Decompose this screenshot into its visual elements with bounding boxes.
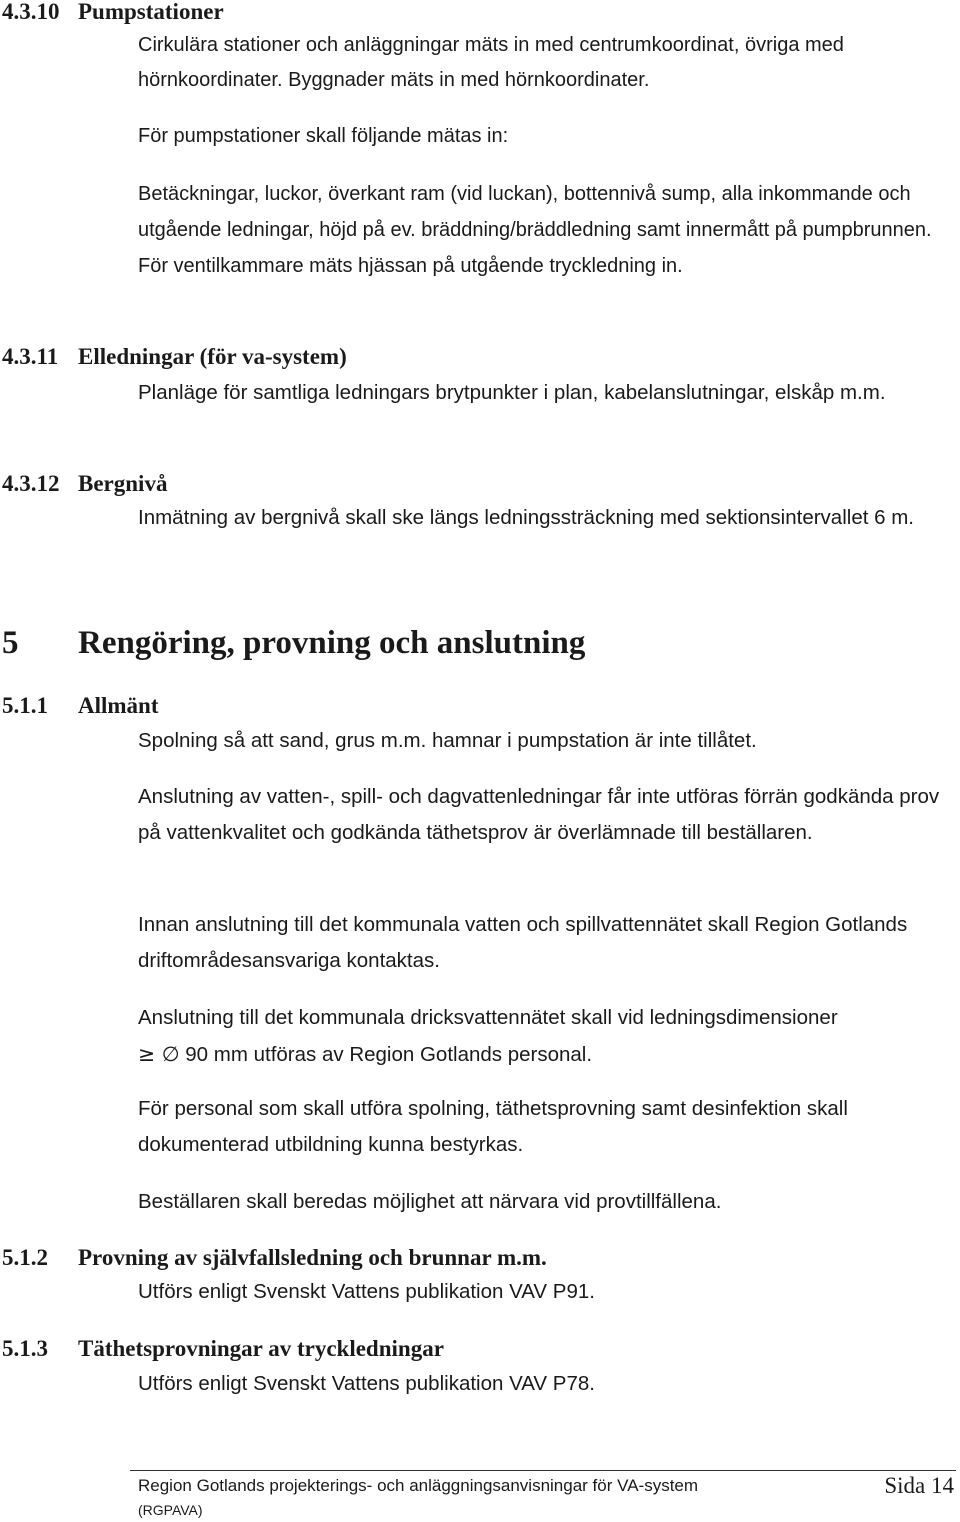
heading-4-3-12 [2,472,167,495]
paragraph: Beställaren skall beredas möjlighet att närvara vid provtillfällena. [138,1190,722,1213]
section-title: Elledningar (för va-system) [78,344,347,369]
section-number: 5.1.1 [2,693,48,718]
paragraph: För pumpstationer skall följande mätas in: [138,125,509,147]
footer-subtitle: (RGPAVA) [138,1502,203,1518]
section-number: 4.3.11 [2,344,59,369]
chapter-title: Rengöring, provning och anslutning [78,625,586,661]
section-title: Bergnivå [78,471,168,496]
page-number: Sida 14 [884,1473,954,1498]
heading-5-1-2 [2,1246,547,1269]
heading-4-3-11 [2,345,347,368]
paragraph: Cirkulära stationer och anläggningar mäts in med centrumkoordinat, övriga med hörnkoordinater. Byggnader mäts in med hörnkoordinater. [138,34,844,91]
section-title: Allmänt [78,693,159,718]
footer-title: Region Gotlands projekterings- och anläggningsanvisningar för VA-system [138,1476,699,1495]
section-number: 5.1.3 [2,1336,48,1361]
paragraph-text: 90 mm utföras av Region Gotlands personal. [179,1043,593,1066]
paragraph: Betäckningar, luckor, överkant ram (vid luckan), bottennivå sump, alla inkommande och utgående ledningar, höjd på ev. bräddning/bräddledning samt innermått på pumpbrunnen. För ventilkammare mäts hjässan på utgående tryckledning in. [138,183,932,277]
paragraph: Spolning så att sand, grus m.m. hamnar i pumpstation är inte tillåtet. [138,729,757,752]
greater-equal-diameter-symbol: ≥ ∅ [138,1042,180,1066]
chapter-number: 5 [2,625,19,661]
paragraph [138,999,953,1073]
paragraph: Utförs enligt Svenskt Vattens publikation VAV P91. [138,1280,595,1303]
paragraph: Utförs enligt Svenskt Vattens publikation VAV P78. [138,1372,595,1395]
chapter-heading-5 [2,627,585,660]
heading-5-1-1 [2,694,159,717]
paragraph: Planläge för samtliga ledningars brytpunkter i plan, kabelanslutningar, elskåp m.m. [138,381,886,404]
section-number: 4.3.12 [2,471,60,496]
paragraph: Innan anslutning till det kommunala vatten och spillvattennätet skall Region Gotlands driftområdesansvariga kontaktas. [138,913,908,972]
paragraph: Inmätning av bergnivå skall ske längs ledningssträckning med sektionsintervallet 6 m. [138,506,914,529]
section-number: 5.1.2 [2,1245,48,1270]
paragraph-text: Anslutning till det kommunala dricksvattennätet skall vid ledningsdimensioner [138,1006,838,1029]
paragraph: Anslutning av vatten-, spill- och dagvattenledningar får inte utföras förrän godkända prov på vattenkvalitet och godkända täthetsprov är överlämnade till beställaren. [138,785,940,844]
section-title: Provning av självfallsledning och brunnar m.m. [78,1245,547,1270]
paragraph: För personal som skall utföra spolning, täthetsprovning samt desinfektion skall dokumenterad utbildning kunna bestyrkas. [138,1097,848,1156]
heading-5-1-3 [2,1337,444,1360]
section-title: Täthetsprovningar av tryckledningar [78,1336,444,1361]
heading-4-3-10 [2,0,224,23]
section-title: Pumpstationer [78,0,224,24]
section-number: 4.3.10 [2,0,60,24]
footer-divider [130,1470,956,1471]
